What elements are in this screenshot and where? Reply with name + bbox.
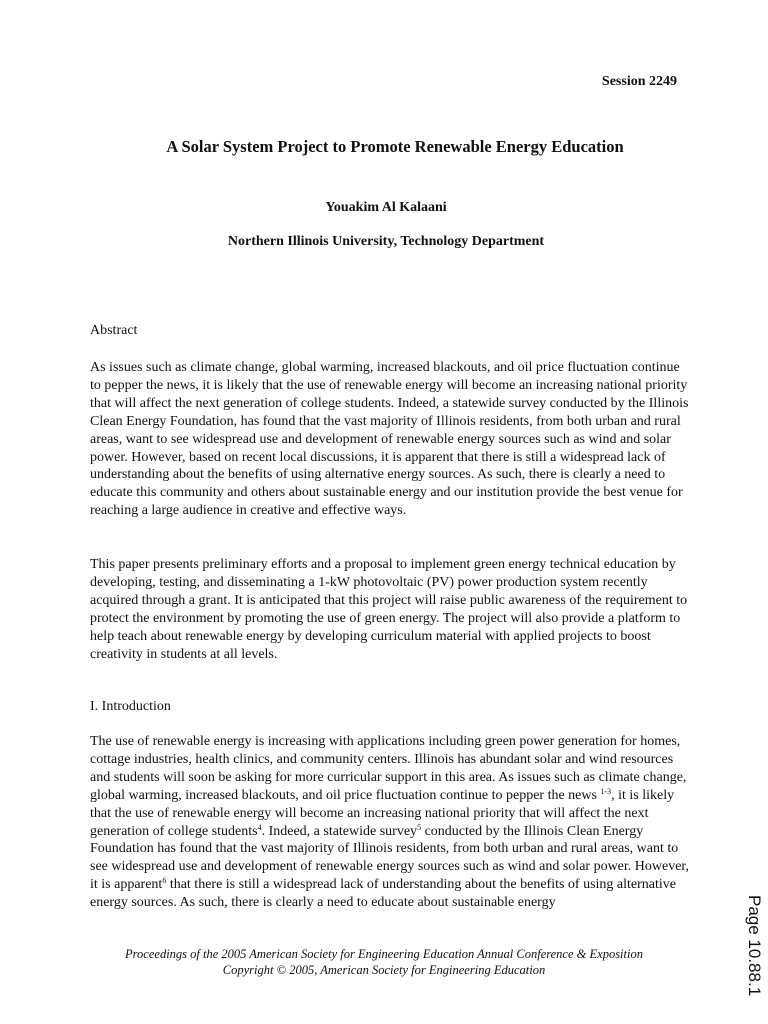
abstract-heading: Abstract bbox=[90, 323, 138, 338]
introduction-heading: I. Introduction bbox=[90, 699, 171, 714]
author-affiliation: Northern Illinois University, Technology Department bbox=[227, 234, 545, 249]
paper-title: A Solar System Project to Promote Renewable Energy Education bbox=[166, 137, 624, 156]
intro-segment-5: that there is still a widespread lack of understanding about the benefits of using alternative energy sources. As such, there is clearly a need to educate about sustainable energy bbox=[90, 877, 676, 911]
abstract-paragraph-2 bbox=[90, 556, 690, 663]
footer-proceedings: Proceedings of the 2005 American Society for Engineering Education Annual Conference & Exposition bbox=[125, 947, 643, 961]
session-number: Session 2249 bbox=[601, 74, 677, 89]
intro-segment-1: The use of renewable energy is increasing with applications including green power generation for homes, cottage industries, health clinics, and community centers. Illinois has abundant solar and wind resources and students will soon be asking for more curricular support in this area. As issues such as climate change, global warming, increased blackouts, and oil price fluctuation continue to pepper the news bbox=[90, 734, 687, 803]
intro-segment-4: conducted by the Illinois Clean Energy Foundation has found that the vast majority of Illinois residents, from both urban and rural areas, want to see widespread use and development of renewable energy sources such as wind and solar power. However, it is apparent bbox=[90, 823, 690, 893]
introduction-paragraph bbox=[90, 733, 690, 912]
citation-ref: 5 bbox=[417, 822, 422, 832]
author-name: Youakim Al Kalaani bbox=[325, 200, 447, 215]
introduction-text bbox=[90, 733, 690, 912]
intro-segment-2: , it is likely that the use of renewable energy will become an increasing national priority that will affect the next generation of college students bbox=[90, 787, 675, 839]
footer-copyright: Copyright © 2005, American Society for Engineering Education bbox=[222, 963, 546, 977]
abstract-text-1: As issues such as climate change, global warming, increased blackouts, and oil price fluctuation continue to pepper the news, it is likely that the use of renewable energy will become an increasing national priority that will affect the next generation of college students. Indeed, a statewide survey conducted by the Illinois Clean Energy Foundation, has found that the vast majority of Illinois residents, from both urban and rural areas, want to see widespread use and development of renewable energy sources such as wind and solar power. However, based on recent local discussions, it is apparent that there is still a widespread lack of understanding about the benefits of using alternative energy sources. As such, there is clearly a need to educate this community and others about sustainable energy and our institution provide the best venue for reaching a large audience in creative and effective ways. bbox=[90, 360, 689, 519]
citation-ref: 6 bbox=[162, 876, 167, 886]
abstract-text-2: This paper presents preliminary efforts and a proposal to implement green energy technical education by developing, testing, and disseminating a 1-kW photovoltaic (PV) power production system recently acquired through a grant. It is anticipated that this project will raise public awareness of the requirement to protect the environment by promoting the use of green energy. The project will also provide a platform to help teach about renewable energy by developing curriculum material with applied projects to boost creativity in students at all levels. bbox=[90, 557, 688, 662]
page-label: Page 10.88.1 bbox=[745, 895, 764, 997]
citation-ref: 1-3 bbox=[600, 786, 612, 796]
abstract-paragraph-1 bbox=[90, 359, 690, 520]
intro-segment-3: . Indeed, a statewide survey bbox=[261, 823, 418, 839]
citation-ref: 4 bbox=[257, 822, 262, 832]
